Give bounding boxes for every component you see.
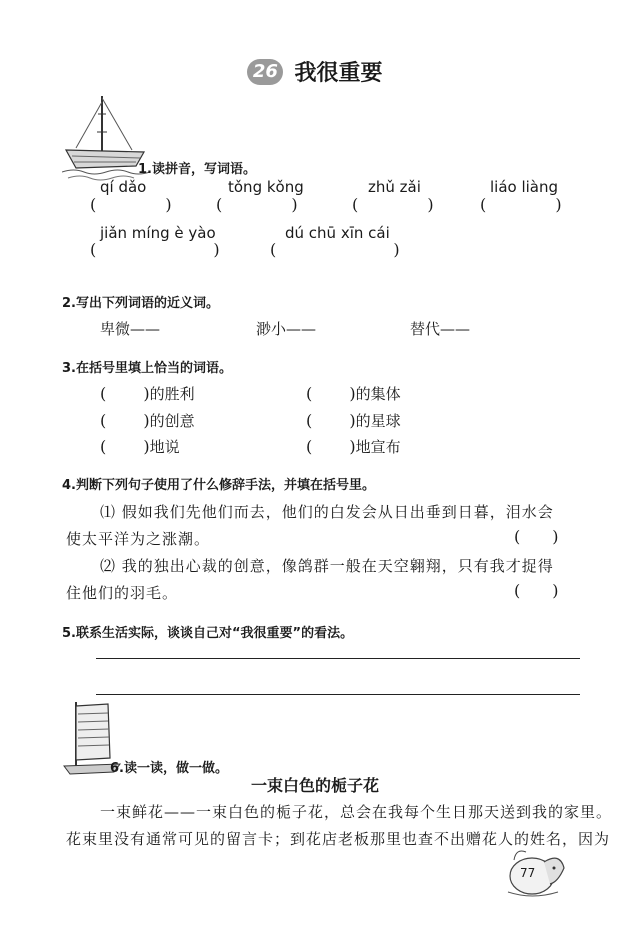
answer-blank[interactable]: ( ) [270, 240, 400, 259]
answer-blank[interactable]: ( ) [90, 195, 172, 214]
fill-item-5: ( )地说 [100, 437, 180, 456]
pinyin-6: dú chū xīn cái [285, 224, 390, 242]
sentence-1-line-2: 使太平洋为之涨潮。 [66, 530, 211, 548]
answer-blank[interactable]: ( ) [514, 527, 559, 546]
answer-blank[interactable]: ( ) [306, 411, 356, 430]
pinyin-4: liáo liàng [490, 178, 559, 196]
lesson-number-badge: 26 [247, 59, 283, 85]
answer-blank[interactable]: ( ) [514, 581, 559, 600]
sentence-1-line-1: ⑴ 假如我们先他们而去，他们的白发会从日出垂到日暮，泪水会 [100, 503, 554, 521]
fill-item-1: ( )的胜利 [100, 384, 195, 403]
mascot-icon [502, 842, 572, 900]
page-number: 77 [520, 866, 536, 880]
question-3-prompt: 3.在括号里填上恰当的词语。 [62, 361, 232, 376]
answer-blank[interactable]: ( ) [90, 240, 220, 259]
fill-item-3: ( )的创意 [100, 411, 195, 430]
answer-blank[interactable]: ( ) [480, 195, 562, 214]
story-line-1: 一束鲜花——一束白色的栀子花，总会在我每个生日那天送到我的家里。 [100, 803, 613, 821]
answer-blank[interactable]: ( ) [100, 384, 150, 403]
story-title: 一束白色的栀子花 [250, 776, 379, 795]
lesson-title: 我很重要 [294, 61, 383, 86]
writing-line[interactable] [96, 694, 580, 695]
question-4-prompt: 4.判断下列句子使用了什么修辞手法，并填在括号里。 [62, 478, 375, 493]
sentence-2-line-2: 住他们的羽毛。 [66, 584, 179, 602]
writing-line[interactable] [96, 658, 580, 659]
question-5-prompt: 5.联系生活实际，谈谈自己对“我很重要”的看法。 [62, 626, 354, 641]
synonym-item-1: 卑微—— [100, 320, 161, 338]
sentence-2-line-1: ⑵ 我的独出心裁的创意，像鸽群一般在天空翱翔，只有我才捉得 [100, 557, 554, 575]
pinyin-1: qí dǎo [100, 178, 147, 196]
synonym-item-3: 替代—— [410, 320, 471, 338]
fill-item-6: ( )地宣布 [306, 437, 401, 456]
fill-item-2: ( )的集体 [306, 384, 401, 403]
answer-blank[interactable]: ( ) [216, 195, 298, 214]
pinyin-5: jiǎn míng è yào [100, 224, 216, 242]
pinyin-3: zhǔ zǎi [368, 178, 421, 196]
page-title [0, 56, 630, 87]
sailboat-icon [62, 92, 150, 182]
answer-blank[interactable]: ( ) [100, 437, 150, 456]
synonym-item-2: 渺小—— [256, 320, 317, 338]
question-6-prompt: 6.读一读，做一做。 [110, 761, 228, 776]
fill-item-4: ( )的星球 [306, 411, 401, 430]
story-line-2: 花束里没有通常可见的留言卡；到花店老板那里也查不出赠花人的姓名，因为 [66, 830, 611, 848]
pinyin-2: tǒng kǒng [228, 178, 304, 196]
question-1-prompt: 1.读拼音，写词语。 [138, 162, 256, 177]
answer-blank[interactable]: ( ) [100, 411, 150, 430]
question-2-prompt: 2.写出下列词语的近义词。 [62, 296, 219, 311]
answer-blank[interactable]: ( ) [352, 195, 434, 214]
answer-blank[interactable]: ( ) [306, 384, 356, 403]
answer-blank[interactable]: ( ) [306, 437, 356, 456]
